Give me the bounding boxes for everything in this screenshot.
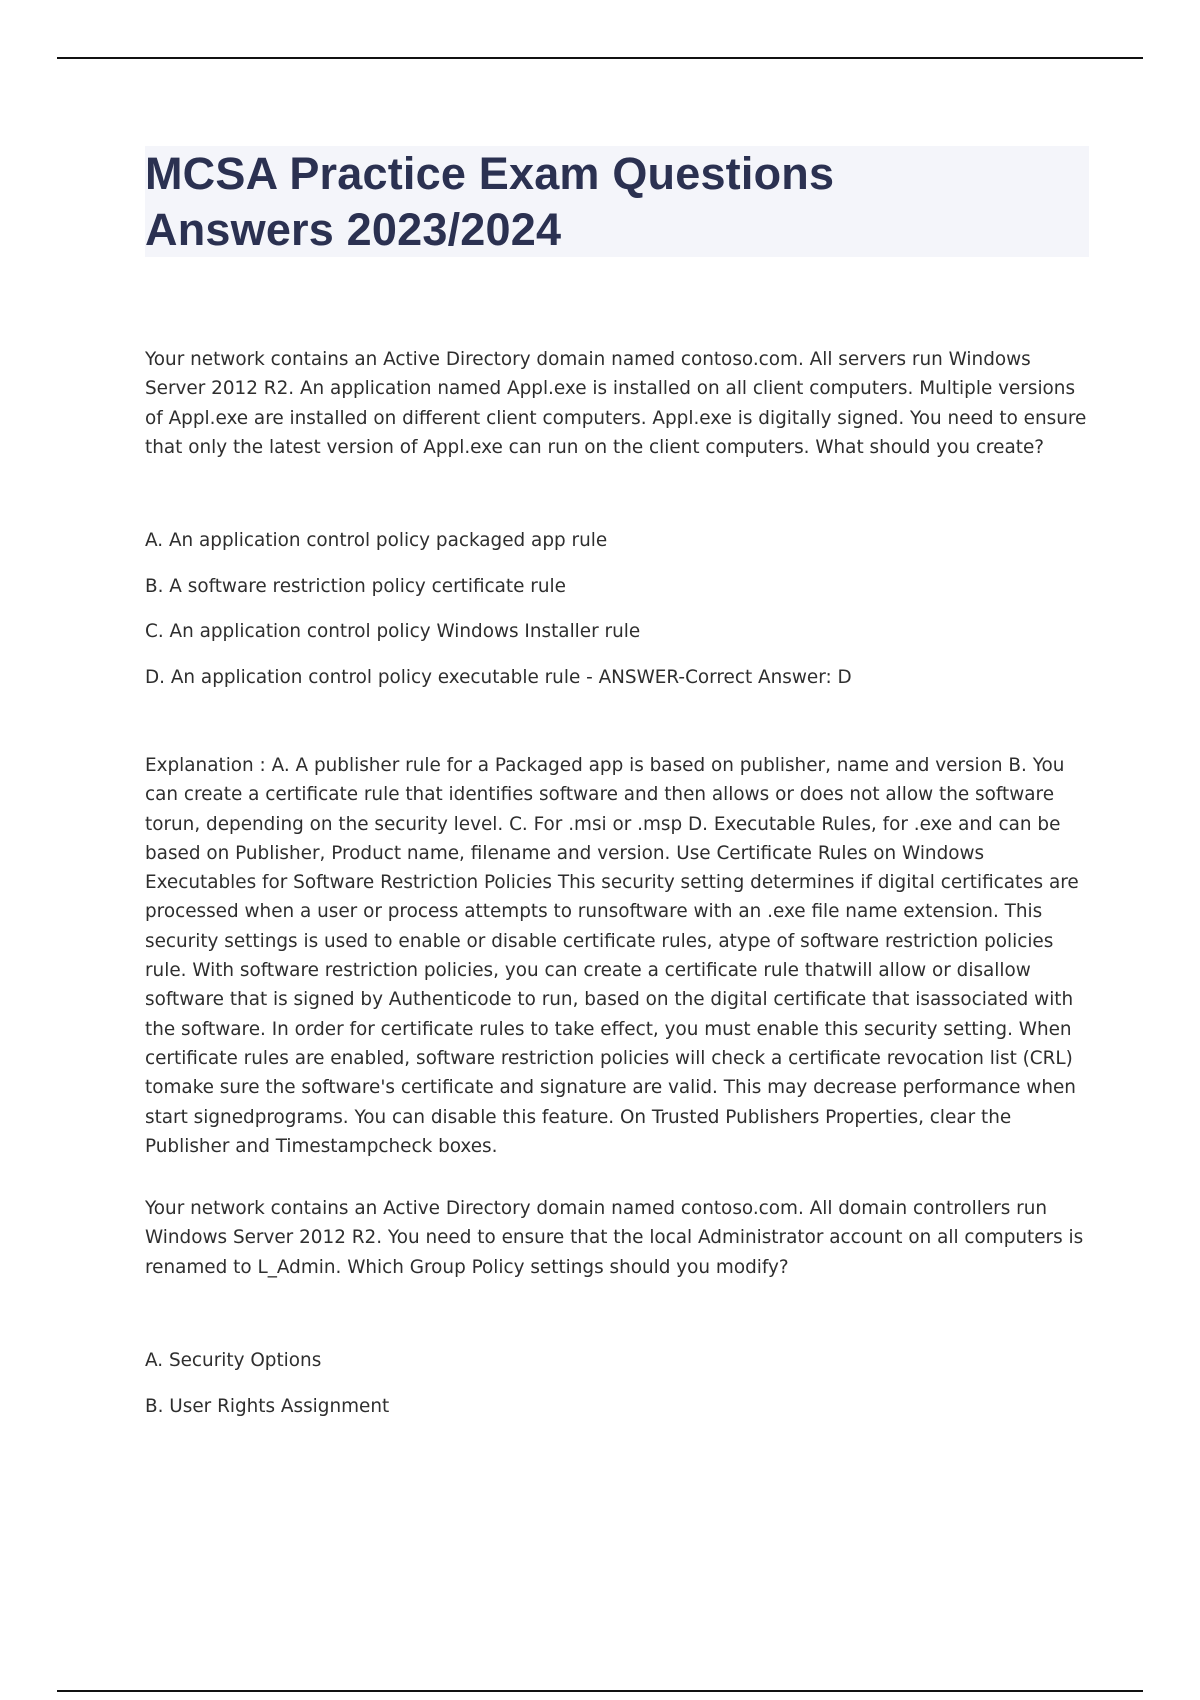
option-b: B. User Rights Assignment [145, 1395, 390, 1417]
option-c: C. An application control policy Windows Installer rule [145, 621, 641, 642]
question-2 [145, 1194, 1090, 1282]
title-banner [145, 146, 1089, 257]
option-b: B. A software restriction policy certificate rule [145, 575, 566, 597]
question-1 [145, 345, 1090, 462]
title-line-1: MCSA Practice Exam Questions [145, 148, 835, 199]
explanation-text: Explanation : A. A publisher rule for a Packaged app is based on publisher, name and version B. You can create a certificate rule that identifies software and then allows or does not allow the software torun, depending on the security level. C. For .msi or .msp D. Executable Rules, for .exe and can be based on Publisher, Product name, filename and version. Use Certificate Rules on Windows Executables for Software Restriction Policies This security setting determines if digital certificates are processed when a user or process attempts to runsoftware with an .exe file name extension. This security settings is used to enable or disable certificate rules, atype of software restriction policies rule. With software restriction policies, you can create a certificate rule thatwill allow or disallow software that is signed by Authenticode to run, based on the digital certificate that isassociated with the software. In order for certificate rules to take effect, you must enable this security setting. When certificate rules are enabled, software restriction policies will check a certificate revocation list (CRL) tomake sure the software's certificate and signature are valid. This may decrease performance when start signedprograms. You can disable this feature. On Trusted Publishers Properties, clear the Publisher and Timestampcheck boxes. [145, 755, 1079, 1157]
question-1-explanation [145, 751, 1090, 1161]
question-2-text: Your network contains an Active Directory domain named contoso.com. All domain controllers run Windows Server 2012 R2. You need to ensure that the local Administrator account on all computers is renamed to L_Admin. Which Group Policy settings should you modify? [145, 1198, 1084, 1278]
question-1-text: Your network contains an Active Directory domain named contoso.com. All servers run Windows Server 2012 R2. An application named Appl.exe is installed on all client computers. Multiple versions of Appl.exe are installed on different client computers. Appl.exe is digitally signed. You need to ensure that only the latest version of Appl.exe can run on the client computers. What should you create? [145, 349, 1087, 458]
option-a: A. Security Options [145, 1350, 322, 1371]
question-2-options [145, 1346, 1090, 1437]
document-title [145, 146, 1089, 258]
title-line-2: Answers 2023/2024 [145, 204, 562, 255]
option-a: A. An application control policy packaged app rule [145, 530, 608, 551]
question-1-options [145, 526, 1090, 708]
header-rule [57, 57, 1143, 59]
footer-rule [57, 1690, 1143, 1692]
option-d-answer: D. An application control policy executable rule - ANSWER-Correct Answer: D [145, 666, 852, 688]
